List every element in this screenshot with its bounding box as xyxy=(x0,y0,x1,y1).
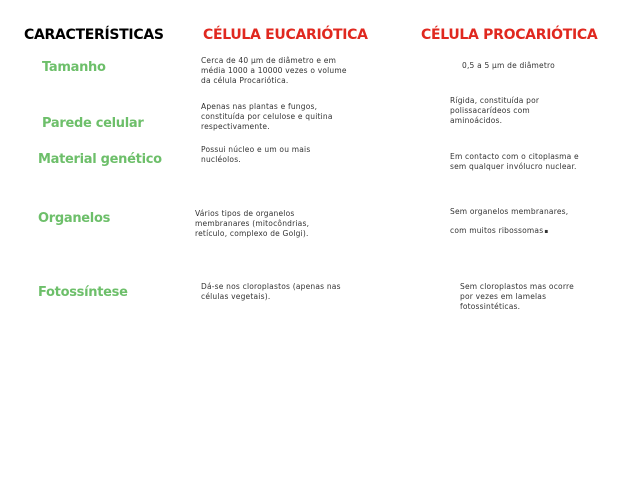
eukaryotic-photosynthesis-text: Dá-se nos cloroplastos (apenas nas células vegetais). xyxy=(201,282,341,301)
header-eukaryotic-cell: CÉLULA EUCARIÓTICA xyxy=(203,27,368,43)
prokaryotic-cell-wall-text: Rígida, constituída por polissacarídeos com aminoácidos. xyxy=(450,96,540,125)
eukaryotic-genetic-material-text: Possui núcleo e um ou mais nucléolos. xyxy=(201,145,311,164)
prokaryotic-genetic-material-text: Em contacto com o citoplasma e sem qualquer invólucro nuclear. xyxy=(450,152,579,171)
eukaryotic-size-text: Cerca de 40 µm de diâmetro e em média 1000 a 10000 vezes o volume da célula Procariótica. xyxy=(201,56,347,85)
header-prokaryotic-cell: CÉLULA PROCARIÓTICA xyxy=(421,27,598,43)
eukaryotic-cell-wall-text: Apenas nas plantas e fungos, constituída por celulose e quitina respectivamente. xyxy=(201,102,333,131)
prokaryotic-photosynthesis-text: Sem cloroplastos mas ocorre por vezes em lamelas fotossintéticas. xyxy=(460,282,574,311)
eukaryotic-organelles-text: Vários tipos de organelos membranares (mitocôndrias, retículo, complexo de Golgi). xyxy=(195,209,310,238)
row-label-photosynthesis: Fotossíntese xyxy=(38,285,128,300)
prokaryotic-organelles-line2 xyxy=(450,218,590,237)
row-label-organelles: Organelos xyxy=(38,211,111,226)
row-label-genetic-material: Material genético xyxy=(38,152,162,167)
prokaryotic-organelles-line2-text: com muitos ribossomas xyxy=(450,226,544,235)
header-characteristics: CARACTERÍSTICAS xyxy=(24,27,164,43)
prokaryotic-size-text: 0,5 a 5 µm de diâmetro xyxy=(462,61,555,70)
row-label-size: Tamanho xyxy=(42,60,106,75)
prokaryotic-organelles-text: Sem organelos membranares, xyxy=(450,207,569,216)
row-label-cell-wall: Parede celular xyxy=(42,116,144,131)
large-period-mark: . xyxy=(543,218,550,237)
